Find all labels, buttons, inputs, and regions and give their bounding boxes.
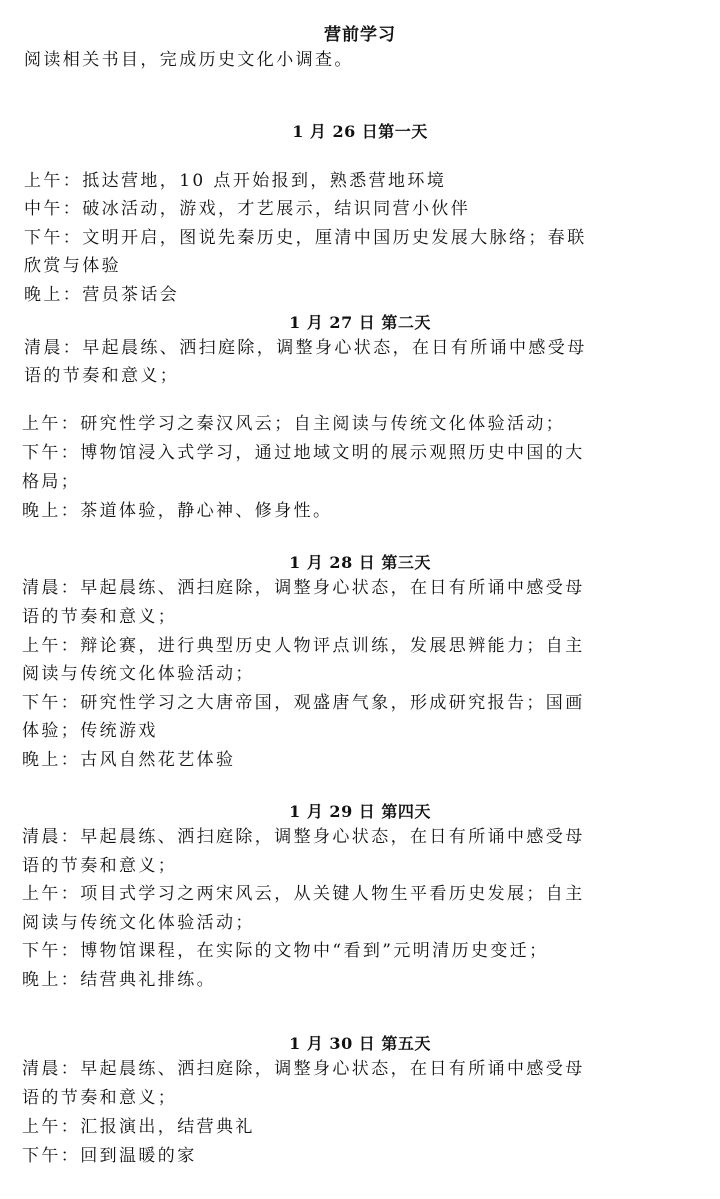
day-1-line: 欣赏与体验 [24, 256, 121, 276]
day-1-line: 上午：抵达营地，10 点开始报到，熟悉营地环境 [24, 171, 447, 191]
day-1-heading: 1 月 26 日第一天 [292, 122, 428, 141]
day-3-line: 晚上：古风自然花艺体验 [22, 750, 236, 770]
intro-text: 阅读相关书目，完成历史文化小调查。 [24, 50, 354, 70]
day-4-line: 语的节奏和意义； [22, 856, 178, 876]
day-4-line: 清晨：早起晨练、洒扫庭除，调整身心状态，在日有所诵中感受母 [22, 827, 585, 847]
day-2-line: 清晨：早起晨练、洒扫庭除，调整身心状态，在日有所诵中感受母 [24, 338, 587, 358]
day-1-line: 中午：破冰活动，游戏，才艺展示，结识同营小伙伴 [24, 199, 471, 219]
day-2-line: 语的节奏和意义； [24, 366, 180, 386]
day-3-line: 体验；传统游戏 [22, 721, 158, 741]
day-4-heading: 1 月 29 日 第四天 [289, 802, 431, 821]
day-4-line: 下午：博物馆课程，在实际的文物中“看到”元明清历史变迁； [22, 941, 549, 961]
day-4-line: 阅读与传统文化体验活动； [22, 913, 255, 933]
day-5-line: 下午：回到温暖的家 [22, 1146, 197, 1166]
day-2-line: 晚上：茶道体验，静心神、修身性。 [22, 501, 333, 521]
day-5-heading: 1 月 30 日 第五天 [289, 1034, 431, 1053]
day-3-heading: 1 月 28 日 第三天 [289, 553, 431, 572]
day-4-line: 上午：项目式学习之两宋风云，从关键人物生平看历史发展；自主 [22, 884, 585, 904]
day-2-heading: 1 月 27 日 第二天 [289, 313, 431, 332]
day-3-line: 下午：研究性学习之大唐帝国，观盛唐气象，形成研究报告；国画 [22, 693, 585, 713]
day-5-line: 上午：汇报演出，结营典礼 [22, 1117, 255, 1137]
day-3-line: 语的节奏和意义； [22, 607, 178, 627]
day-5-line: 清晨：早起晨练、洒扫庭除，调整身心状态，在日有所诵中感受母 [22, 1059, 585, 1079]
day-2-line: 上午：研究性学习之秦汉风云；自主阅读与传统文化体验活动； [22, 414, 566, 434]
day-1-line: 晚上：营员茶话会 [24, 285, 180, 305]
day-2-line: 下午：博物馆浸入式学习，通过地域文明的展示观照历史中国的大 [22, 443, 585, 463]
page-title: 营前学习 [324, 25, 396, 45]
day-5-line: 语的节奏和意义； [22, 1088, 178, 1108]
day-3-line: 上午：辩论赛，进行典型历史人物评点训练，发展思辨能力；自主 [22, 636, 585, 656]
day-3-line: 阅读与传统文化体验活动； [22, 664, 255, 684]
day-4-line: 晚上：结营典礼排练。 [22, 970, 216, 990]
day-1-line: 下午：文明开启，图说先秦历史，厘清中国历史发展大脉络；春联 [24, 228, 587, 248]
day-2-line: 格局； [22, 472, 81, 492]
day-3-line: 清晨：早起晨练、洒扫庭除，调整身心状态，在日有所诵中感受母 [22, 578, 585, 598]
